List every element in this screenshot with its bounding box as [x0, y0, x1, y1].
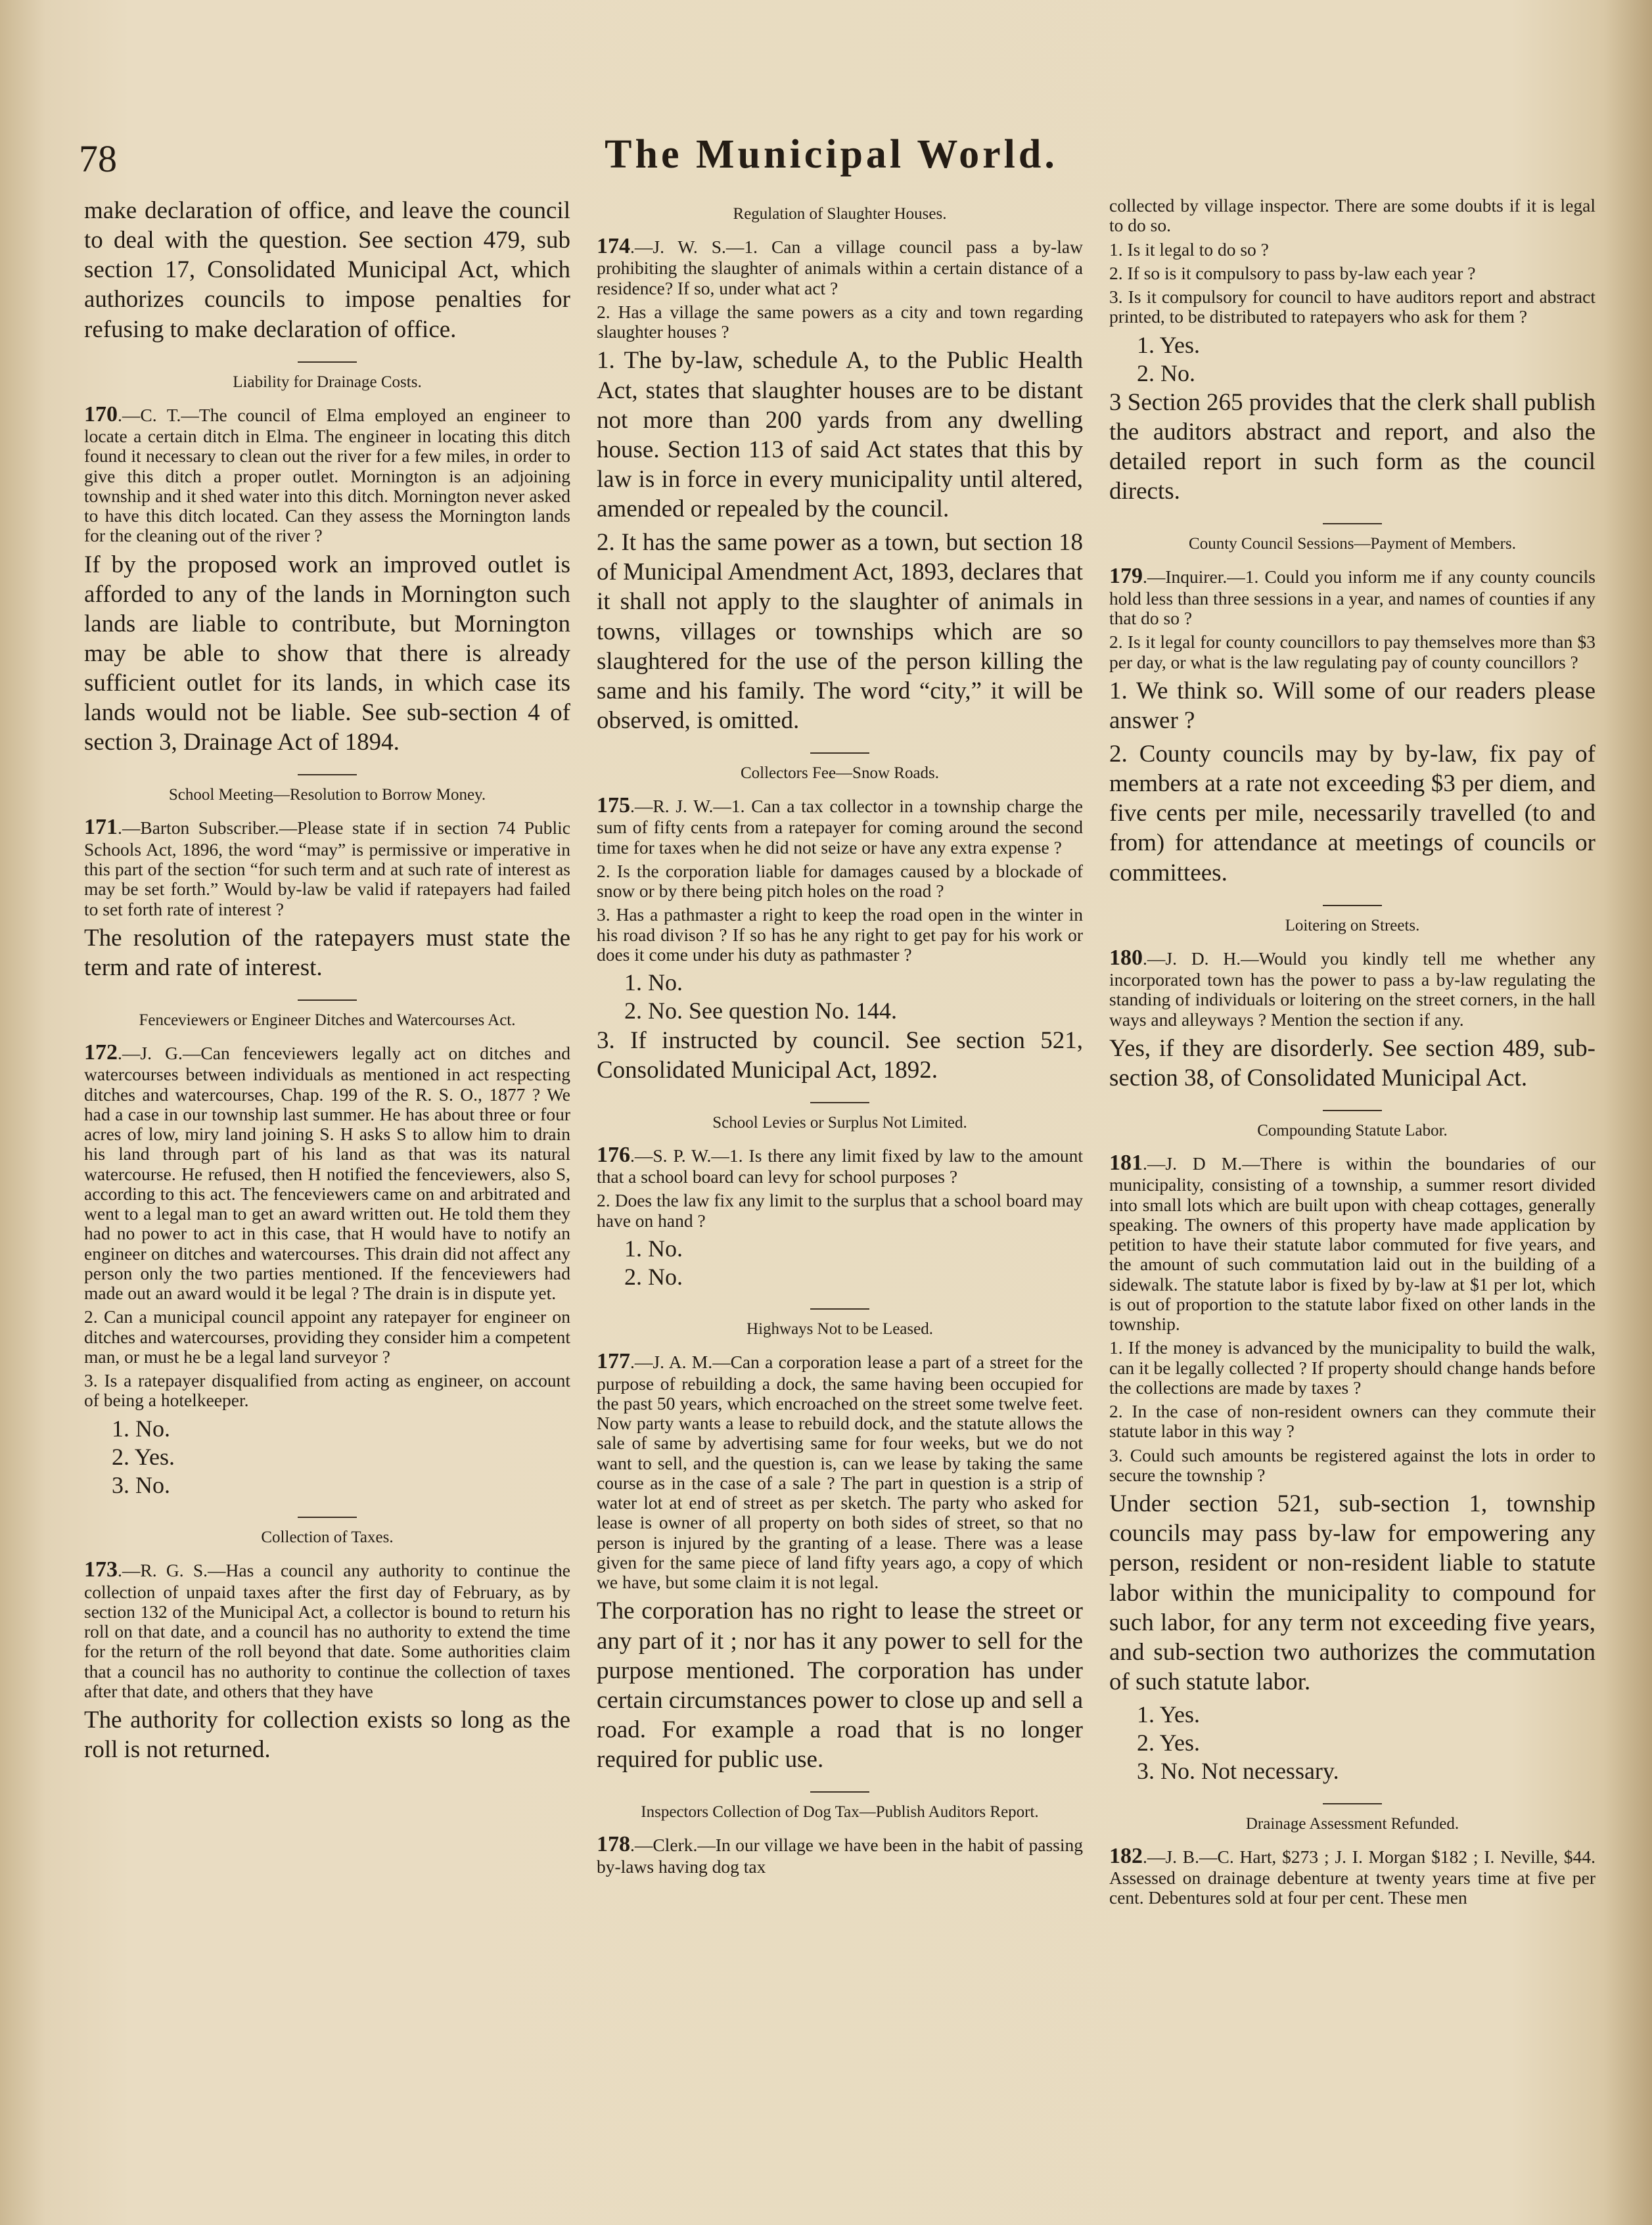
block-text: Collectors Fee—Snow Roads.: [740, 764, 940, 783]
section-heading: [597, 1114, 1083, 1132]
block-text: .—Barton Subscriber.—Please state if in section 74 Public Schools Act, 1896, the word “may” is permissive or imperative in this part of the section “for such term and at such rate of interest as may be set forth.” Would by-law be valid if ratepayers had failed to set forth rate of interest ?: [84, 817, 570, 919]
block-text: Loitering on Streets.: [1285, 916, 1420, 934]
block-text: .—S. P. W.—1. Is there any limit fixed by law to the amount that a school board can levy for school purposes ?: [597, 1145, 1083, 1187]
block-text: 2. Is the corporation liable for damages caused by a blockade of snow or by there being pitch holes on the road ?: [597, 860, 1083, 902]
section-heading: [1109, 1122, 1595, 1140]
question-text: [597, 1191, 1083, 1231]
question-text: [597, 861, 1083, 902]
answer-text: [84, 550, 570, 758]
answer-list-item: [84, 1471, 570, 1500]
section-divider: [1323, 523, 1382, 524]
question-text: [597, 905, 1083, 965]
section-divider: [298, 1517, 357, 1518]
question-number: 181: [1109, 1151, 1143, 1176]
section-heading: [597, 764, 1083, 783]
question-text: [597, 793, 1083, 858]
block-text: collected by village inspector. There are some doubts if it is legal to do so.: [1109, 196, 1595, 236]
section-divider: [1323, 1803, 1382, 1804]
block-text: 1. Yes.: [1137, 1701, 1201, 1728]
block-text: School Levies or Surplus Not Limited.: [712, 1113, 967, 1132]
block-text: 1. No.: [624, 969, 683, 996]
block-text: .—J. G.—Can fenceviewers legally act on ditches and watercourses between individuals as mentioned in act respecting ditches and watercourses, Chap. 199 of the R. S. O., 1877 ? We had a case in our township last summer. He has about three or four acres of low, miry land joining S. H asks S to allow him to drain his land through part of his land as that was its natural watercourse. He refused, then H notified the fenceviewers, also S, according to this act. The fenceviewers came on and arbitrated and went to a legal man to get an award written out. He told them they had no power to act in this case, that H would have to notify an engineer on ditches and watercourses. This drain did not affect any person only the two parties mentioned. If the fenceviewers had made out an award would it be legal ? The drain is in dispute yet.: [84, 1043, 570, 1304]
block-text: .—J. W. S.—1. Can a village council pass a by-law prohibiting the slaughter of animals within a certain distance of a residence? If so, under what act ?: [597, 237, 1083, 298]
question-text: [597, 234, 1083, 298]
block-text: .—Clerk.—In our village we have been in the habit of passing by-laws having dog tax: [597, 1835, 1083, 1877]
block-text: 1. If the money is advanced by the municipality to build the walk, can it be legally collected ? If property should change hands before the collections are made by taxes ?: [1109, 1337, 1595, 1398]
question-text: [1109, 264, 1595, 283]
block-text: 3. Is a ratepayer disqualified from acting as engineer, on account of being a hotelkeeper.: [84, 1370, 570, 1411]
block-text: Drainage Assessment Refunded.: [1245, 1814, 1459, 1833]
block-text: .—R. J. W.—1. Can a tax collector in a township charge the sum of fifty cents from a ratepayer for coming around the second time for taxes when he did not seize or have any extra expense ?: [597, 796, 1083, 858]
question-text: [1109, 632, 1595, 672]
block-text: 2. Yes.: [112, 1443, 175, 1470]
block-text: The corporation has no right to lease the street or any part of it ; nor has it any power to sell for the purpose mentioned. The corporation has under certain circumstances power to close up and sell a road. For example a road that is no longer required for public use.: [597, 1597, 1083, 1774]
section-heading: [84, 786, 570, 804]
question-text: [597, 1143, 1083, 1187]
block-text: .—Inquirer.—1. Could you inform me if any county councils hold less than three sessions in a year, and names of counties if any that do so ?: [1109, 566, 1595, 629]
question-number: 171: [84, 815, 118, 840]
article-columns: [84, 196, 1595, 2193]
block-text: .—J. D M.—There is within the boundaries of our municipality, consisting of a township, a summer resort divided into small lots which are built upon with cheap cottages, generally speaking. The owners of this property have made application by petition to have their statute labor commuted for five years, and the amount of such commutation laid out in the building of a sidewalk. The statute labor is fixed by by-law at $1 per lot, which is out of proportion to the statute labor fixed on other lands in the township.: [1109, 1153, 1595, 1335]
answer-text: [84, 1705, 570, 1764]
question-number: 173: [84, 1557, 118, 1582]
block-text: 3. No.: [112, 1472, 170, 1499]
answer-text: [597, 528, 1083, 735]
block-text: 2. Yes.: [1137, 1730, 1201, 1756]
block-text: make declaration of office, and leave the council to deal with the question. See section 479, sub section 17, Consolidated Municipal Act, which authorizes councils to impose penalties for refusing to make declaration of office.: [84, 197, 570, 343]
section-divider: [810, 1308, 869, 1310]
block-text: 2. Is it legal for county councillors to pay themselves more than $3 per day, or what is the law regulating pay of county councillors ?: [1109, 631, 1595, 672]
block-text: 3. Is it compulsory for council to have auditors report and abstract printed, to be distributed to ratepayers who ask for them ?: [1109, 287, 1595, 327]
block-text: 2. County councils may by by-law, fix pay of members at a rate not exceeding $3 per diem, and five cents per mile, necessarily travelled (to and from) for attendance at meetings of councils or committees.: [1109, 741, 1595, 886]
question-number: 178: [597, 1832, 630, 1857]
section-heading: [1109, 535, 1595, 553]
block-text: Regulation of Slaughter Houses.: [733, 205, 947, 223]
question-number: 177: [597, 1349, 630, 1374]
answer-text: [84, 196, 570, 344]
block-text: School Meeting—Resolution to Borrow Money.: [168, 786, 486, 804]
column-right: [1109, 196, 1595, 2193]
section-heading: [84, 1011, 570, 1030]
question-text: [84, 1307, 570, 1367]
block-text: Inspectors Collection of Dog Tax—Publish Auditors Report.: [641, 1803, 1039, 1822]
answer-text: [1109, 739, 1595, 888]
block-text: 3. Could such amounts be registered against the lots in order to secure the township ?: [1109, 1444, 1595, 1485]
answer-list-item: [597, 969, 1083, 997]
block-text: 3. Has a pathmaster a right to keep the road open in the winter in his road divison ? If so has he any right to get pay for his work or does it come under his duty as pathmaster ?: [597, 904, 1083, 965]
section-divider: [810, 1791, 869, 1793]
section-heading: [597, 205, 1083, 223]
page-header: [79, 131, 1584, 191]
answer-list-item: [597, 1235, 1083, 1263]
question-text: [84, 1557, 570, 1701]
answer-text: [597, 346, 1083, 524]
answer-list-item: [1109, 1701, 1595, 1729]
question-text: [84, 1371, 570, 1411]
block-text: If by the proposed work an improved outlet is afforded to any of the lands in Mornington such lands are liable to contribute, but Mornington may be able to show that there is already sufficient outlet for its lands, in which case its lands would not be liable. See sub-section 4 of section 3, Drainage Act of 1894.: [84, 551, 570, 756]
answer-list-item: [597, 1263, 1083, 1291]
block-text: Collection of Taxes.: [261, 1528, 394, 1547]
question-number: 172: [84, 1040, 118, 1065]
block-text: .—R. G. S.—Has a council any authority to continue the collection of unpaid taxes after the first day of February, as by section 132 of the Municipal Act, a collector is bound to return his roll on that date, and a council has no authority to extend the time for the return of the roll beyond that date. Some authorities claim that a council has no authority to continue the collection of taxes after that date, and others that they have: [84, 1560, 570, 1701]
question-text: [1109, 1338, 1595, 1398]
answer-list-item: [84, 1415, 570, 1443]
block-text: .—J. B.—C. Hart, $273 ; J. I. Morgan $182 ; I. Neville, $44. Assessed on drainage debenture at twenty years time at five per cent. Debentures sold at four per cent. These men: [1109, 1846, 1595, 1908]
block-text: .—J. D. H.—Would you kindly tell me whether any incorporated town has the power to pass a by-law regulating the standing of individuals or loitering on the street corners, in the hall ways and alleyways ? Mention the section if any.: [1109, 948, 1595, 1030]
section-divider: [810, 1102, 869, 1103]
question-text: [1109, 1151, 1595, 1334]
question-text: [1109, 240, 1595, 260]
section-divider: [1323, 1110, 1382, 1111]
block-text: The resolution of the ratepayers must state the term and rate of interest.: [84, 924, 570, 981]
question-text: [1109, 1446, 1595, 1486]
block-text: .—J. A. M.—Can a corporation lease a part of a street for the purpose of rebuilding a dock, the same having been occupied for the past 50 years, which encroached on the street some twelve feet. Now party wants a lease to rebuild dock, and the statute allows the sale of same by advertising same for four weeks, but we do not want to sell, and the question is, can we lease by taking the same course as in the case of a sale ? The part in question is a strip of water lot at end of street as per sketch. The party who asked for lease is owner of all property on both sides of street, so that no person is injured by the granting of a lease. There was a lease given for the same piece of land fifty years ago, a copy of which we have, but some claim it is not legal.: [597, 1352, 1083, 1593]
block-text: 1. The by-law, schedule A, to the Public Health Act, states that slaughter houses are to be distant not more than 200 yards from any dwelling house. Section 113 of said Act states that this by law is in force in every municipality until altered, amended or repealed by the council.: [597, 347, 1083, 523]
question-text: [1109, 564, 1595, 628]
block-text: 1. No.: [112, 1415, 170, 1442]
block-text: 2. If so is it compulsory to pass by-law each year ?: [1109, 262, 1476, 283]
block-text: 1. No.: [624, 1235, 683, 1262]
block-text: The authority for collection exists so long as the roll is not returned.: [84, 1707, 570, 1764]
section-divider: [298, 999, 357, 1001]
block-text: Highways Not to be Leased.: [746, 1320, 933, 1339]
block-text: 2. In the case of non-resident owners can they commute their statute labor in this way ?: [1109, 1401, 1595, 1442]
page-number: 78: [79, 137, 117, 180]
answer-text: [1109, 1489, 1595, 1697]
answer-text: [84, 923, 570, 982]
section-heading: [597, 1320, 1083, 1339]
masthead-title: The Municipal World.: [605, 132, 1058, 177]
question-text: [597, 1832, 1083, 1877]
question-text: [1109, 196, 1595, 236]
block-text: County Council Sessions—Payment of Members.: [1189, 535, 1516, 553]
question-number: 170: [84, 401, 118, 426]
block-text: Compounding Statute Labor.: [1257, 1122, 1448, 1140]
block-text: 2. No.: [1137, 359, 1195, 386]
question-text: [1109, 1402, 1595, 1442]
block-text: 1. We think so. Will some of our readers please answer ?: [1109, 677, 1595, 734]
block-text: 2. Has a village the same powers as a city and town regarding slaughter houses ?: [597, 301, 1083, 342]
answer-list-item: [1109, 359, 1595, 388]
answer-list-item: [597, 997, 1083, 1025]
question-number: 179: [1109, 564, 1143, 589]
block-text: Yes, if they are disorderly. See section 489, sub-section 38, of Consolidated Municipal Act.: [1109, 1034, 1595, 1091]
answer-text: [1109, 676, 1595, 735]
answer-list-item: [84, 1443, 570, 1471]
section-heading: [1109, 917, 1595, 935]
question-number: 174: [597, 234, 630, 258]
question-text: [84, 815, 570, 919]
block-text: Liability for Drainage Costs.: [233, 373, 422, 391]
question-text: [1109, 946, 1595, 1030]
block-text: 3. No. Not necessary.: [1137, 1758, 1339, 1785]
answer-text: [1109, 388, 1595, 507]
section-divider: [1323, 905, 1382, 906]
answer-text: [1109, 1034, 1595, 1093]
answer-list-item: [1109, 1729, 1595, 1757]
answer-list-item: [1109, 1757, 1595, 1785]
question-text: [1109, 287, 1595, 327]
block-text: 2. Does the law fix any limit to the surplus that a school board may have on hand ?: [597, 1190, 1083, 1231]
question-text: [1109, 1844, 1595, 1908]
answer-text: [597, 1596, 1083, 1774]
question-number: 182: [1109, 1843, 1143, 1868]
section-heading: [84, 373, 570, 392]
block-text: 3. If instructed by council. See section 521, Consolidated Municipal Act, 1892.: [597, 1026, 1083, 1084]
section-heading: [84, 1528, 570, 1547]
question-text: [84, 1040, 570, 1303]
answer-text: [597, 1026, 1083, 1085]
section-divider: [298, 774, 357, 775]
question-number: 180: [1109, 945, 1143, 970]
question-number: 176: [597, 1142, 630, 1167]
question-text: [84, 402, 570, 546]
question-text: [597, 302, 1083, 342]
column-middle: [597, 196, 1083, 2193]
block-text: .—C. T.—The council of Elma employed an engineer to locate a certain ditch in Elma. The engineer in locating this ditch found it necessary to clean out the river for a few miles, in order to give this ditch a proper outlet. Mornington is an adjoining township and it shed water into this ditch. Mornington never asked to have this ditch located. Can they assess the Mornington lands for the cleaning out of the river ?: [84, 404, 570, 546]
block-text: Fenceviewers or Engineer Ditches and Watercourses Act.: [139, 1011, 516, 1030]
block-text: 2. Can a municipal council appoint any ratepayer for engineer on ditches and watercourses, providing they consider him a competent man, or must he be a legal land surveyor ?: [84, 1306, 570, 1367]
block-text: 2. No.: [624, 1264, 683, 1291]
answer-list-item: [1109, 331, 1595, 359]
question-number: 175: [597, 793, 630, 818]
block-text: 3 Section 265 provides that the clerk shall publish the auditors abstract and report, and also the detailed report in such form as the council directs.: [1109, 388, 1595, 505]
question-text: [597, 1349, 1083, 1592]
section-heading: [1109, 1815, 1595, 1833]
block-text: 1. Is it legal to do so ?: [1109, 239, 1269, 260]
section-divider: [298, 361, 357, 363]
block-text: Under section 521, sub-section 1, township councils may pass by-law for empowering any person, resident or non-resident liable to statute labor within the municipality to compound for such labor, for any term not exceeding five years, and sub-section two authorizes the commutation of such statute labor.: [1109, 1490, 1595, 1695]
section-divider: [810, 752, 869, 754]
block-text: 1. Yes.: [1137, 331, 1201, 358]
block-text: 2. It has the same power as a town, but section 18 of Municipal Amendment Act, 1893, declares that it shall not apply to the slaughter of animals in towns, villages or townships which are so slaughtered for the use of the person killing the same and his family. The word “city,” it will be observed, is omitted.: [597, 529, 1083, 734]
column-left: [84, 196, 570, 2193]
section-heading: [597, 1803, 1083, 1822]
block-text: 2. No. See question No. 144.: [624, 998, 897, 1024]
